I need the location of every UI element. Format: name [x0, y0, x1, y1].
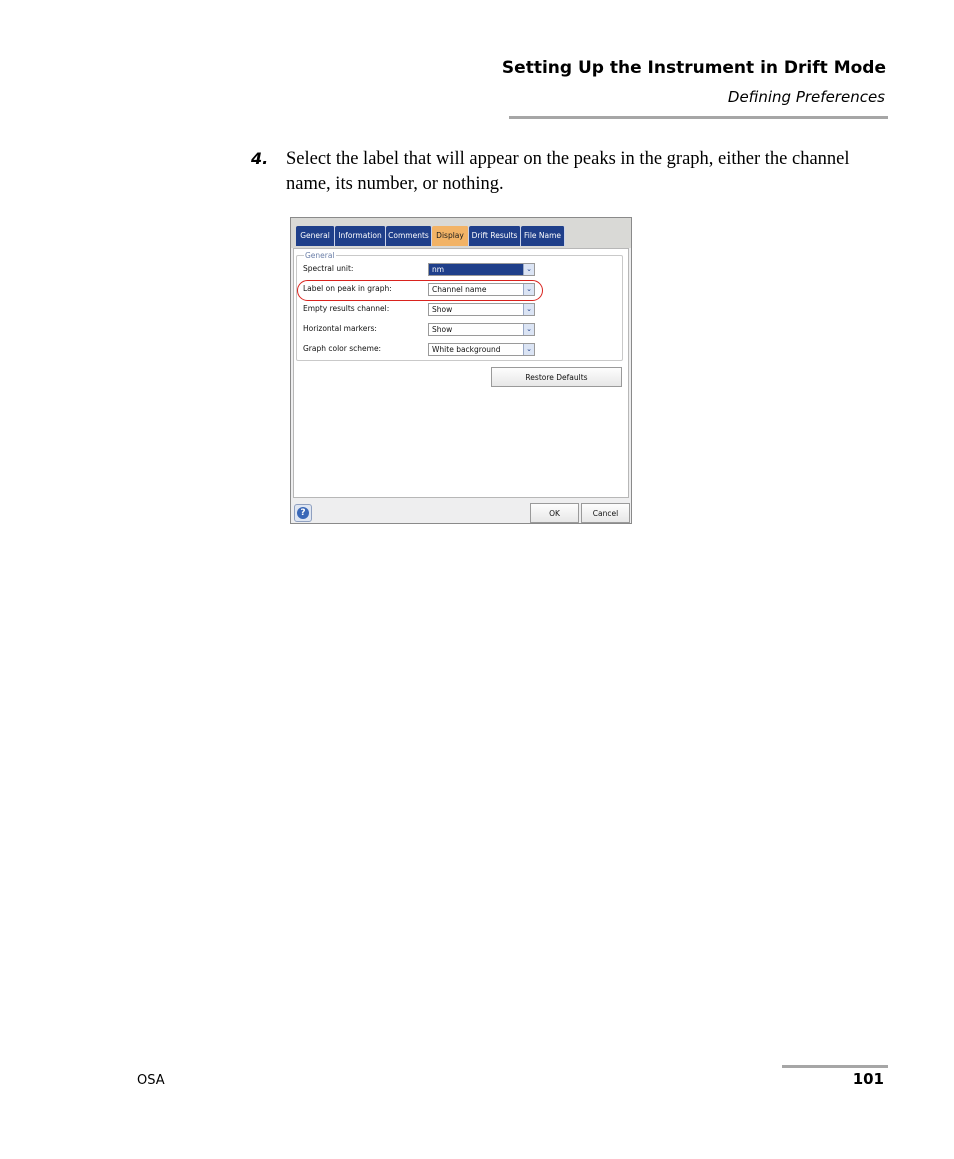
group-title: General — [305, 251, 335, 260]
spectral-unit-label: Spectral unit: — [303, 264, 354, 273]
select-value: White background — [432, 345, 501, 354]
tab-general[interactable]: General — [296, 226, 335, 246]
chevron-down-icon[interactable]: ⌄ — [523, 344, 534, 355]
select-value: Channel name — [432, 285, 487, 294]
page-number: 101 — [852, 1070, 884, 1088]
header-rule — [509, 116, 888, 119]
chevron-down-icon[interactable]: ⌄ — [523, 324, 534, 335]
step-text: Select the label that will appear on the peaks in the graph, either the channel name, its number, or nothing. — [286, 149, 850, 194]
footer-product: OSA — [137, 1073, 165, 1088]
select-value: Show — [432, 325, 453, 334]
preferences-dialog — [290, 217, 632, 524]
graph-color-scheme-label: Graph color scheme: — [303, 344, 382, 353]
help-button[interactable] — [294, 504, 312, 522]
general-group — [296, 251, 623, 361]
cancel-button[interactable]: Cancel — [581, 503, 630, 523]
chevron-down-icon[interactable]: ⌄ — [523, 264, 534, 275]
tab-display[interactable]: Display — [432, 226, 469, 246]
running-header-title: Setting Up the Instrument in Drift Mode — [501, 58, 886, 78]
tab-comments[interactable]: Comments — [386, 226, 432, 246]
footer-rule — [782, 1065, 888, 1068]
horizontal-markers-select[interactable] — [428, 323, 535, 336]
ok-button[interactable]: OK — [530, 503, 579, 523]
highlight-oval — [297, 280, 543, 301]
tab-file-name[interactable]: File Name — [521, 226, 565, 246]
empty-results-channel-label: Empty results channel: — [303, 304, 390, 313]
select-value: Show — [432, 305, 453, 314]
display-tab-panel — [293, 248, 629, 498]
empty-results-channel-select[interactable] — [428, 303, 535, 316]
spectral-unit-select[interactable] — [428, 263, 535, 276]
restore-defaults-button[interactable]: Restore Defaults — [491, 367, 622, 387]
chevron-down-icon[interactable]: ⌄ — [523, 304, 534, 315]
horizontal-markers-label: Horizontal markers: — [303, 324, 377, 333]
tab-information[interactable]: Information — [335, 226, 386, 246]
running-header-subtitle: Defining Preferences — [727, 88, 885, 106]
chevron-down-icon[interactable]: ⌄ — [523, 284, 534, 295]
tab-drift-results[interactable]: Drift Results — [469, 226, 521, 246]
label-on-peak-label: Label on peak in graph: — [303, 284, 392, 293]
graph-color-scheme-select[interactable] — [428, 343, 535, 356]
tab-bar — [291, 218, 631, 248]
select-value: nm — [432, 265, 445, 274]
step-number: 4. — [251, 149, 269, 168]
help-icon: ? — [297, 507, 309, 519]
